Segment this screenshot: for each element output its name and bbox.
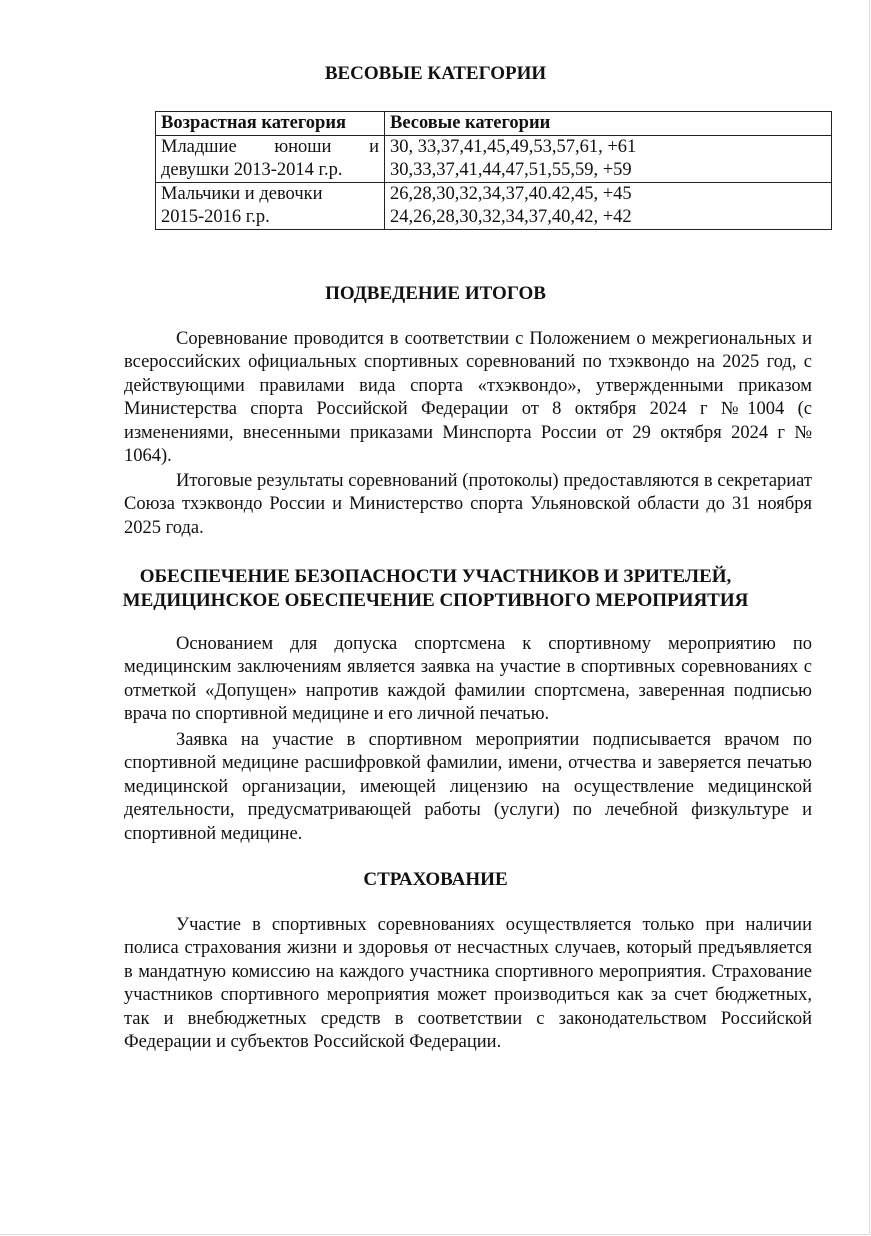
table-cell-age <box>156 136 385 183</box>
age-line: девушки 2013-2014 г.р. <box>161 160 343 180</box>
age-line: Мальчики и девочки <box>161 184 323 204</box>
insurance-section-title: СТРАХОВАНИЕ <box>363 869 508 890</box>
results-section-title: ПОДВЕДЕНИЕ ИТОГОВ <box>325 283 546 304</box>
table-row <box>156 183 832 230</box>
table-row <box>156 136 832 183</box>
age-line: Младшие юноши и <box>161 137 379 157</box>
safety-title-line: ОБЕСПЕЧЕНИЕ БЕЗОПАСНОСТИ УЧАСТНИКОВ И ЗРИТЕЛЕЙ, <box>139 566 732 587</box>
table-header-age: Возрастная категория <box>156 112 385 136</box>
weights-line: 30,33,37,41,44,47,51,55,59, +59 <box>390 160 632 180</box>
safety-paragraph-2: Заявка на участие в спортивном мероприятии подписывается врачом по спортивной медицине расшифровкой фамилии, имени, отчества и заверяется печатью медицинской организации, имеющей лицензию на осуществление медицинской деятельности, предусматривающей работы (услуги) по лечебной физкультуре и спортивной медицине. <box>124 730 812 844</box>
weights-table <box>155 111 832 230</box>
table-cell-weights <box>385 136 832 183</box>
weights-section-title: ВЕСОВЫЕ КАТЕГОРИИ <box>324 63 547 84</box>
weights-line: 24,26,28,30,32,34,37,40,42, +42 <box>390 207 632 227</box>
results-paragraph-2: Итоговые результаты соревнований (протоколы) предоставляются в секретариат Союза тхэквондо России и Министерство спорта Ульяновской области до 31 ноября 2025 года. <box>124 471 812 538</box>
age-line: 2015-2016 г.р. <box>161 207 270 227</box>
table-cell-weights <box>385 183 832 230</box>
safety-section-title <box>0 565 871 612</box>
safety-paragraph-1: Основанием для допуска спортсмена к спортивному мероприятию по медицинским заключениям является заявка на участие в спортивных соревнованиях с отметкой «Допущен» напротив каждой фамилии спортсмена, заверенная подписью врача по спортивной медицине и его личной печатью. <box>124 634 812 725</box>
table-header-weights: Весовые категории <box>385 112 832 136</box>
table-cell-age <box>156 183 385 230</box>
table-header-row <box>156 112 832 136</box>
results-paragraph-1: Соревнование проводится в соответствии с Положением о межрегиональных и всероссийских официальных спортивных соревнований по тхэквондо на 2025 год, с действующими правилами вида спорта «тхэквондо», утвержденными приказом Министерства спорта Российской Федерации от 8 октября 2024 г №1004 (с изменениями, внесенными приказами Минспорта России от 29 октября 2024 г № 1064). <box>124 329 812 467</box>
weights-line: 30, 33,37,41,45,49,53,57,61, +61 <box>390 137 637 157</box>
weights-line: 26,28,30,32,34,37,40.42,45, +45 <box>390 184 632 204</box>
safety-title-line: МЕДИЦИНСКОЕ ОБЕСПЕЧЕНИЕ СПОРТИВНОГО МЕРОПРИЯТИЯ <box>122 589 749 611</box>
insurance-paragraph-1: Участие в спортивных соревнованиях осуществляется только при наличии полиса страхования жизни и здоровья от несчастных случаев, который предъявляется в мандатную комиссию на каждого участника спортивного мероприятия. Страхование участников спортивного мероприятия может производиться как за счет бюджетных, так и внебюджетных средств в соответствии с законодательством Российской Федерации и субъектов Российской Федерации. <box>124 915 812 1053</box>
